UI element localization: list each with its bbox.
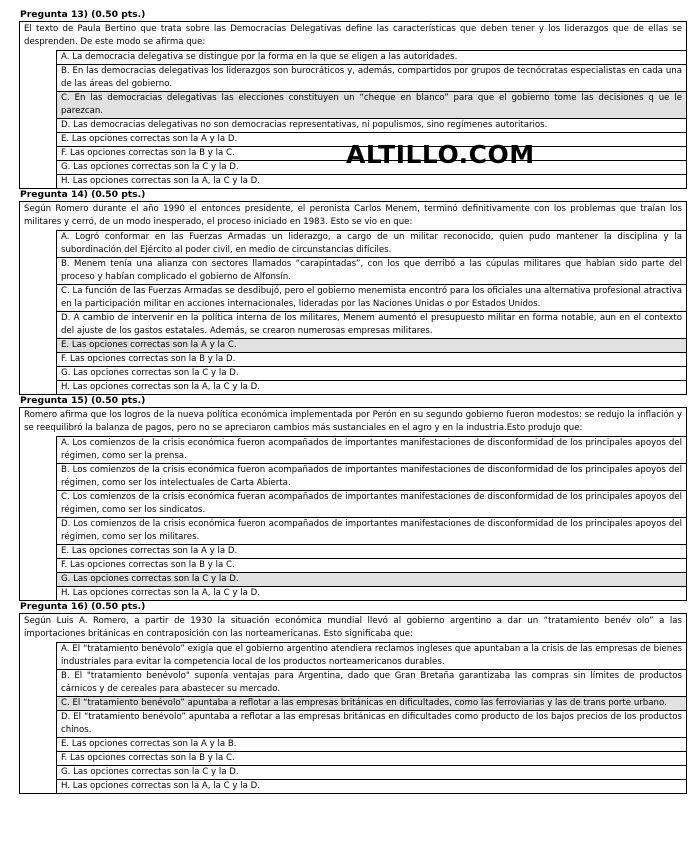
question-16: [19, 613, 687, 794]
question-16-stem: Según Luis A. Romero, a partir de 1930 la situación económica mundial llevó al gobierno argentino a dar un “tratamiento benév olo” a las importaciones británicas en contraposición con las norteamericanas. Esto significaba que:: [24, 616, 682, 639]
option-f[interactable]: F. Las opciones correctas son la B y la D.: [56, 352, 686, 366]
option-e[interactable]: E. Las opciones correctas son la A y la D.: [56, 544, 686, 558]
option-c[interactable]: C. El “tratamiento benévolo” apuntaba a reflotar a las empresas británicas en dificultades, como las ferroviarias y las de trans porte urbano.: [56, 696, 686, 710]
option-h[interactable]: H. Las opciones correctas son la A, la C y la D.: [56, 586, 686, 600]
question-14-stem: Según Romero durante el año 1990 el entonces presidente, el peronista Carlos Menem, terminó definitivamente con los problemas que traían los militares y cerró, de un modo inesperado, el proceso iniciado en 1983. Esto se vio en que:: [24, 204, 682, 227]
question-15-stem: Romero afirma que los logros de la nueva política económica implementada por Perón en su segundo gobierno fueron modestos: se redujo la inflación y se reequilibró la balanza de pagos, pero no se apreciaron cambios más sustanciales en el agro y en la industria.Esto produjo que:: [24, 410, 682, 433]
question-13-header: Pregunta 13) (0.50 pts.): [20, 9, 146, 20]
option-b[interactable]: B. Los comienzos de la crisis económica fueron acompañados de importantes manifestaciones de disconformidad de los principales apoyos del régimen, como ser los intelectuales de Carta Abierta.: [56, 463, 686, 490]
option-a[interactable]: A. La democracia delegativa se distingue por la forma en la que se eligen a las autoridades.: [56, 50, 686, 64]
question-15: [19, 407, 687, 601]
option-b[interactable]: B. El "tratamiento benévolo" suponía ventajas para Argentina, dado que Gran Bretaña garantizaba las compras sin límites de productos cárnicos y de cereales para abastecer su mercado.: [56, 669, 686, 696]
option-d[interactable]: D. A cambio de intervenir en la política interna de los militares, Menem aumentó el presupuesto militar en forma notable, aun en el contexto del ajuste de los gastos estatales. Además, se crearon numerosas empresas militares.: [56, 311, 686, 338]
option-b[interactable]: B. En las democracias delegativas los liderazgos son burocráticos y, además, compartidos por grupos de tecnócratas especialistas en cada una de las áreas del gobierno.: [56, 64, 686, 91]
question-16-header: Pregunta 16) (0.50 pts.): [20, 601, 146, 612]
option-d[interactable]: D. Los comienzos de la crisis económica fueron acompañados de importantes manifestaciones de disconformidad de los principales apoyos del régimen, como ser los militares.: [56, 517, 686, 544]
option-f[interactable]: F. Las opciones correctas son la B y la C.: [56, 751, 686, 765]
option-g[interactable]: G. Las opciones correctas son la C y la D.: [56, 366, 686, 380]
exam-page: [19, 9, 687, 794]
option-g[interactable]: G. Las opciones correctas son la C y la D.: [56, 765, 686, 779]
question-14-options: [56, 230, 686, 394]
option-a[interactable]: A. Los comienzos de la crisis económica fueron acompañados de importantes manifestaciones de disconformidad de los principales apoyos del régimen, como ser la prensa.: [56, 436, 686, 463]
option-h[interactable]: H. Las opciones correctas son la A, la C y la D.: [56, 380, 686, 394]
option-f[interactable]: F. Las opciones correctas son la B y la C.: [56, 558, 686, 572]
option-a[interactable]: A. El “tratamiento benévolo” exigía que el gobierno argentino atendiera reclamos ingleses que apuntaban a la crisis de las empresas de bienes industriales para evitar la competencia local de los productos norteamericanos durables.: [56, 642, 686, 669]
question-14-header: Pregunta 14) (0.50 pts.): [20, 189, 146, 200]
option-h[interactable]: H. Las opciones correctas son la A, la C y la D.: [56, 779, 686, 793]
option-h[interactable]: H. Las opciones correctas son la A, la C y la D.: [56, 174, 686, 188]
option-a[interactable]: A. Logró conformar en las Fuerzas Armadas un liderazgo, a cargo de un militar reconocido, quien pudo mantener la disciplina y la subordinación del Ejército al poder civil, en medio de circunstancias difíciles.: [56, 230, 686, 257]
option-e[interactable]: E. Las opciones correctas son la A y la D.: [56, 132, 686, 146]
watermark: ALTILLO.COM: [346, 140, 535, 169]
option-e[interactable]: E. Las opciones correctas son la A y la B.: [56, 737, 686, 751]
question-14: [19, 201, 687, 395]
option-c[interactable]: C. Los comienzos de la crisis económica fueran acompañados de importantes manifestaciones de disconformidad de los principales apoyos del régimen, como ser los sindicatos.: [56, 490, 686, 517]
question-15-header: Pregunta 15) (0.50 pts.): [20, 395, 146, 406]
option-d[interactable]: D. Las democracias delegativas no son democracias representativas, ni populismos, sino regímenes autoritarios.: [56, 118, 686, 132]
question-13-stem: El texto de Paula Bertino que trata sobre las Democracias Delegativas define las características que deben tener y los liderazgos que de ellas se desprenden. De este modo se afirma que:: [24, 24, 682, 47]
option-d[interactable]: D. El “tratamiento benévolo” apuntaba a reflotar a las empresas británicas en dificultades como producto de los bajos precios de los productos chinos.: [56, 710, 686, 737]
question-15-options: [56, 436, 686, 600]
option-g[interactable]: G. Las opciones correctas son la C y la D.: [56, 160, 686, 174]
option-f[interactable]: F. Las opciones correctas son la B y la C.: [56, 146, 686, 160]
option-c[interactable]: C. En las democracias delegativas las elecciones constituyen un “cheque en blanco” para que el gobierno tome las decisiones q ue le parezcan.: [56, 91, 686, 118]
option-e[interactable]: E. Las opciones correctas son la A y la C.: [56, 338, 686, 352]
option-c[interactable]: C. La función de las Fuerzas Armadas se desdibujó, pero el gobierno menemista encontró para los oficiales una alternativa profesional atractiva en la participación militar en acciones internacionales, lideradas por las Naciones Unidas o por Estados Unidos.: [56, 284, 686, 311]
question-16-options: [56, 642, 686, 793]
option-b[interactable]: B. Menem tenía una alianza con sectores llamados “carapintadas”, con los que derribó a las cúpulas militares que habían sido parte del proceso y habían complicado el gobierno de Alfonsín.: [56, 257, 686, 284]
option-g[interactable]: G. Las opciones correctas son la C y la D.: [56, 572, 686, 586]
